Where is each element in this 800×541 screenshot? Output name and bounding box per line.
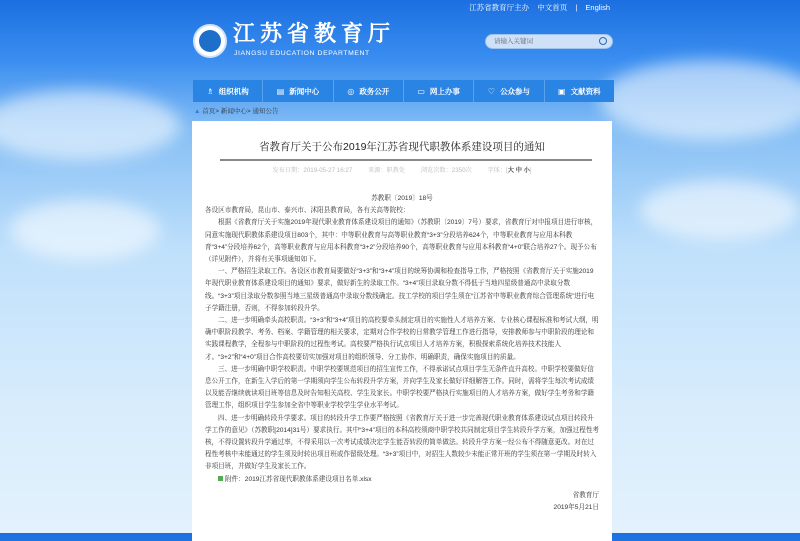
crumb-news[interactable]: 新闻中心> [220, 108, 251, 115]
document-icon: ▤ [276, 86, 285, 96]
search-input[interactable] [485, 34, 613, 49]
font-label: 字体：[ [487, 167, 508, 174]
top-links [463, 3, 610, 13]
chinese-home-link[interactable]: 中文首页 [537, 3, 568, 12]
paragraph: 三、进一步明确中职学校职责。中职学校要规范项目的招生宣传工作，不得承诺试点项目学生无条件直升高校。中职学校要做好信息公开工作，在新生入学后的第一学期须向学生公布转段升学方案，并向学生及家长做好详细解答工作。同时，需将学生每次考试成绩以及能否继续就读项目班等信息及时告知相关高校、学生及家长。中职学校要严格执行实施项目的人才培养方案，做好学生考务和学籍管理工作，组织项目学生参加全省中等职业学校学生学业水平考试。 [205, 365, 595, 410]
home-icon: ▲ [194, 108, 201, 115]
crumb-notices[interactable]: 通知公告 [252, 108, 279, 115]
nav-org[interactable] [193, 80, 263, 102]
nav-label: 政务公开 [359, 86, 390, 96]
nav-docs[interactable] [545, 80, 614, 102]
attachment-link[interactable] [205, 474, 599, 486]
search-icon[interactable] [599, 37, 607, 45]
article-title: 省教育厅关于公布2019年江苏省现代职教体系建设项目的通知 [259, 141, 545, 153]
site-name: 江苏省教育厅 [233, 21, 396, 46]
addressee: 各设区市教育局，昆山市、泰兴市、沭阳县教育局，各有关高等院校： [205, 207, 410, 215]
font-label-end: ] [529, 167, 532, 174]
publish-date: 发布日期：2019-05-27 16:27 [272, 167, 353, 174]
view-count: 浏览次数：2350次 [420, 167, 472, 174]
separator: | [575, 3, 578, 12]
nav-label: 文献资料 [570, 86, 601, 96]
paragraph: 一、严格招生录取工作。各设区市教育局要做好“3+3”和“3+4”项目的统筹协调和检查指导工作，严格按照《省教育厅关于实施2019年现代职业教育体系建设项目的通知》要求，做好新生的录取工作。“3+4”项目录取分数不得低于当地四星级普通高中录取分数线。“3+3”项目录取分数参照当地三星级普通高中录取分数线确定。技工学校的项目学生须在“江苏省中等职业教育综合管理系统”进行电子学籍注册，否则，不得参加转段升学。 [205, 268, 595, 312]
nav-news[interactable] [263, 80, 333, 102]
nav-label: 新闻中心 [289, 86, 320, 96]
host-label: 江苏省教育厅主办 [469, 3, 530, 12]
org-chart-icon: ♗ [206, 86, 214, 96]
search-placeholder: 请输入关键词 [494, 38, 533, 45]
disc-icon: ◎ [347, 86, 355, 96]
english-link[interactable]: English [585, 3, 610, 12]
nav-label: 公众参与 [500, 86, 531, 96]
breadcrumb [194, 108, 278, 116]
heart-icon: ♡ [487, 86, 496, 96]
nav-gov[interactable] [334, 80, 404, 102]
signature: 省教育厅 [572, 491, 599, 499]
site-subtitle: JIANGSU EDUCATION DEPARTMENT [234, 50, 370, 57]
cloud [10, 200, 160, 260]
printer-icon: ▣ [558, 86, 566, 96]
sign-date: 2019年5月21日 [553, 504, 599, 512]
font-large-button[interactable]: 大 [507, 167, 514, 174]
paragraph: 根据《省教育厅关于实施2019年现代职业教育体系建设项目的通知》（苏教职〔2019〕7号）要求，省教育厅对申报项目进行审核，同意实施现代职教体系建设项目803个，其中：中等职业教育与高等职业教育“3+3”分段培养624个，中等职业教育与应用本科教育“3+4”分段培养62个，高等职业教育与应用本科教育“3+2”分段培养90个，高等职业教育与应用本科教育“4+0”联合培养27个。现予公布（详见附件），并将有关事项通知如下。 [205, 219, 598, 264]
article-panel [192, 121, 612, 541]
nav-label: 网上办事 [429, 86, 460, 96]
paragraph: 二、进一步明确牵头高校职责。“3+3”和“3+4”项目的高校要牵头制定项目的实施性人才培养方案、专业核心课程标准和考试大纲，明确中职阶段教学、考务、档案、学籍管理的相关要求，定期对合作学校的日常教学管理工作进行指导，安排教师参与中职阶段的理论和实践课程教学，全程参与中职阶段的过程性考试。高校要严格执行试点项目人才培养方案，积极探索系统化培养技术技能人才。“3+2”和“4+0”项目合作高校要切实加强对项目的组织领导、分工协作、明确职责，确保实施项目的质量。 [205, 317, 599, 361]
excel-file-icon [218, 476, 223, 481]
nav-public[interactable] [474, 80, 544, 102]
font-size-control [487, 167, 531, 174]
article-meta [192, 166, 612, 175]
paragraph: 四、进一步明确转段升学要求。项目的转段升学工作要严格按照《省教育厅关于进一步完善现代职业教育体系建设试点项目转段升学工作的意见》（苏教职[2014]31号）要求执行。其中“3+4”项目的本科高校须商中职学校共同制定项目学生转段升学方案，加强过程性考核，不得设置转段升学通过率，不得采用以一次考试成绩决定学生能否转段的简单做法。转段升学方案一经公布不得随意更改。对在过程性考核中未能通过的学生须及时转出项目班或作留级处理。“3+3”项目中，对招生人数较少未能正常开班的学生须在第一学期及时转入非项目班，并做好学生及家长工作。 [205, 414, 600, 471]
document-number: 苏教职〔2019〕18号 [371, 195, 433, 202]
source: 来源：职教处 [367, 167, 406, 174]
article-body [205, 193, 599, 514]
emblem-icon [199, 30, 221, 52]
font-small-button[interactable]: 小 [523, 167, 530, 174]
logo-emblem[interactable] [193, 24, 227, 58]
cloud [0, 90, 180, 160]
nav-online[interactable] [404, 80, 474, 102]
nav-label: 组织机构 [218, 86, 249, 96]
main-nav [193, 80, 614, 102]
crumb-home[interactable]: 首页> [202, 108, 220, 115]
cloud [640, 180, 800, 240]
divider [220, 159, 592, 161]
monitor-icon: ▭ [417, 86, 425, 96]
font-medium-button[interactable]: 中 [515, 167, 522, 174]
attachment-label[interactable]: 附件：2019江苏省现代职教体系建设项目名单.xlsx [225, 475, 372, 483]
cloud [600, 60, 800, 140]
